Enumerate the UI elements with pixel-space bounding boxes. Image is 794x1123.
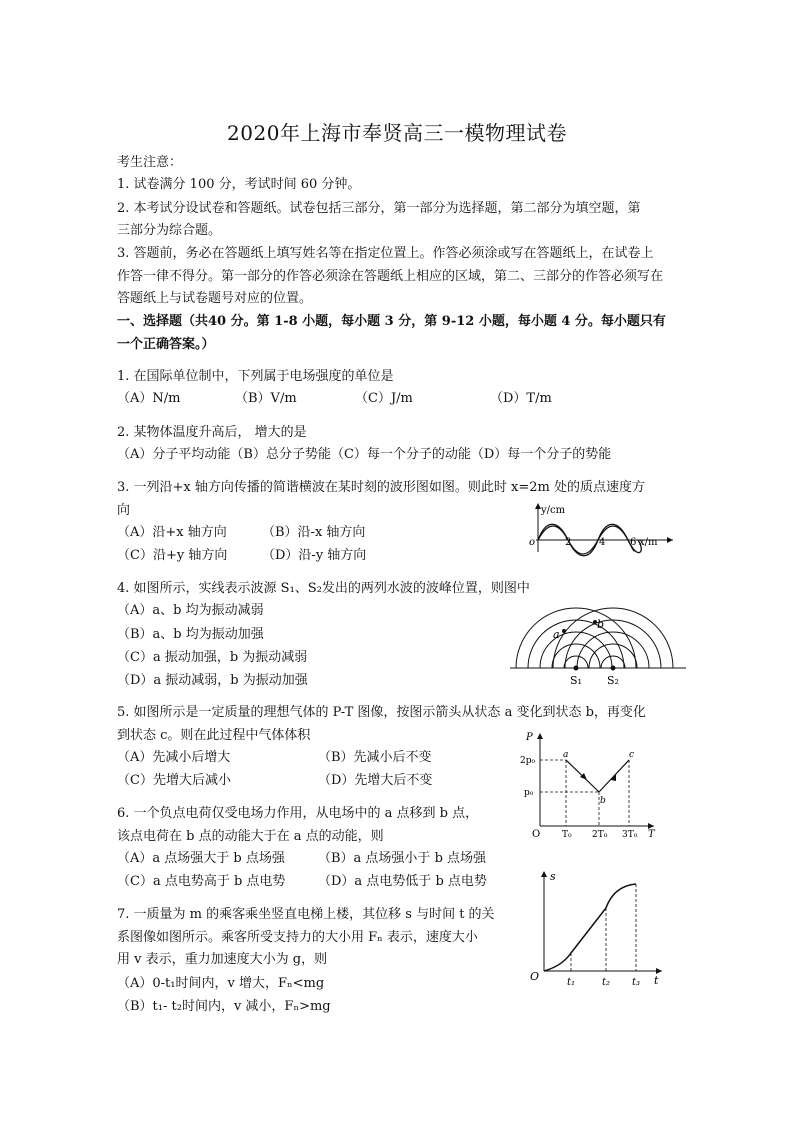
q3-fig-origin: o [529, 537, 536, 548]
q5-fig-T0: T₀ [562, 830, 572, 840]
q5-fig-label-b: b [600, 796, 606, 806]
q4-fig-point-a: a [553, 628, 560, 641]
q5-option-b: （B）先减小后不变 [318, 750, 432, 765]
q6-stem-1: 6. 一个负点电荷仅受电场力作用，从电场中的 a 点移到 b 点， [117, 806, 479, 821]
q4-option-a: （A）a、b 均为振动减弱 [117, 603, 264, 618]
q4-wave-interference-figure [508, 600, 688, 690]
q2-options: （A）分子平均动能（B）总分子势能（C）每一个分子的动能（D）每一个分子的势能 [117, 447, 612, 462]
q3-stem-1: 3. 一列沿+x 轴方向传播的简谐横波在某时刻的波形图如图。则此时 x=2m 处的质点速度方 [117, 480, 645, 495]
q3-fig-tick-4: 4 [599, 537, 606, 548]
q4-fig-s1: S₁ [570, 674, 582, 687]
q3-option-a: （A）沿+x 轴方向 [117, 525, 227, 540]
q7-option-a: （A）0-t₁时间内，v 增大，Fₙ<mg [117, 976, 325, 991]
q7-option-b: （B）t₁- t₂时间内，v 减小，Fₙ>mg [117, 999, 331, 1014]
q5-pt-graph [520, 730, 660, 840]
q4-option-d: （D）a 振动减弱，b 为振动加强 [117, 673, 308, 688]
q3-fig-ylabel: y/cm [541, 505, 566, 516]
q7-fig-t2: t₂ [602, 977, 611, 988]
q7-fig-origin: O [530, 970, 540, 983]
q6-option-d: （D）a 点电势低于 b 点电势 [318, 874, 487, 889]
q1-stem: 1. 在国际单位制中，下列属于电场强度的单位是 [117, 369, 394, 384]
note-2b: 三部分为综合题。 [117, 223, 222, 238]
q4-fig-s2: S₂ [607, 674, 619, 687]
q6-option-a: （A）a 点场强大于 b 点场强 [117, 851, 285, 866]
q5-fig-yaxis: P [526, 732, 533, 743]
q3-option-d: （D）沿-y 轴方向 [262, 548, 367, 563]
q1-option-b: （B）V/m [235, 391, 297, 406]
q7-stem-1: 7. 一质量为 m 的乘客乘坐竖直电梯上楼，其位移 s 与时间 t 的关 [117, 907, 495, 922]
q7-fig-yaxis: s [550, 870, 556, 883]
q7-stem-3: 用 v 表示，重力加速度大小为 g，则 [117, 952, 328, 967]
q3-wave-figure [528, 502, 678, 554]
q5-fig-3T0: 3T₀ [622, 830, 638, 840]
q3-fig-tick-2: 2 [565, 537, 572, 548]
q6-option-b: （B）a 点场强小于 b 点场强 [318, 851, 487, 866]
q7-st-graph [524, 868, 669, 993]
q5-stem-1: 5. 如图所示是一定质量的理想气体的 P-T 图像，按图示箭头从状态 a 变化到状态 b，再变化 [117, 705, 646, 720]
note-3c: 答题纸上与试卷题号对应的位置。 [117, 291, 313, 306]
q3-option-c: （C）沿+y 轴方向 [117, 548, 228, 563]
q5-stem-2: 到状态 c。则在此过程中气体体积 [117, 728, 311, 743]
section1-line1: 一、选择题（共40 分。第 1-8 小题，每小题 3 分，第 9-12 小题，每小题 4 分。每小题只有 [117, 314, 666, 329]
notes-heading: 考生注意： [117, 155, 183, 170]
q5-fig-p0: p₀ [524, 788, 534, 798]
q7-fig-t3: t₃ [632, 977, 641, 988]
q5-option-d: （D）先增大后不变 [318, 773, 433, 788]
note-3a: 3. 答题前，务必在答题纸上填写姓名等在指定位置上。作答必须涂或写在答题纸上，在试卷上 [117, 246, 654, 261]
q3-stem-2: 向 [117, 503, 131, 518]
q1-option-d: （D）T/m [490, 391, 552, 406]
q5-fig-label-c: c [629, 750, 635, 760]
q3-fig-tick-6: 6 [630, 537, 637, 548]
q7-fig-t1: t₁ [567, 977, 576, 988]
q5-fig-xaxis: T [648, 829, 655, 840]
q4-fig-point-b: b [597, 618, 605, 631]
q5-fig-origin: O [532, 829, 541, 840]
q4-option-c: （C）a 振动加强，b 为振动减弱 [117, 650, 308, 665]
q7-stem-2: 系图像如图所示。乘客所受支持力的大小用 Fₙ 表示，速度大小 [117, 930, 478, 945]
q5-option-c: （C）先增大后减小 [117, 773, 231, 788]
q2-stem: 2. 某物体温度升高后， 增大的是 [117, 425, 307, 440]
q5-option-a: （A）先减小后增大 [117, 750, 231, 765]
q5-fig-2p0: 2p₀ [520, 756, 536, 766]
page-title: 2020年上海市奉贤高三一模物理试卷 [227, 121, 567, 145]
q1-option-a: （A）N/m [117, 391, 181, 406]
q6-stem-2: 该点电荷在 b 点的动能大于在 a 点的动能，则 [117, 829, 384, 844]
q6-option-c: （C）a 点电势高于 b 点电势 [117, 874, 286, 889]
q5-fig-label-a: a [563, 750, 569, 760]
q4-option-b: （B）a、b 均为振动加强 [117, 627, 264, 642]
q1-option-c: （C）J/m [355, 391, 413, 406]
note-1: 1. 试卷满分 100 分，考试时间 60 分钟。 [117, 177, 361, 192]
q4-stem: 4. 如图所示，实线表示波源 S₁、S₂发出的两列水波的波峰位置，则图中 [117, 581, 530, 596]
q3-fig-xlabel: x/m [639, 537, 658, 548]
note-3b: 作答一律不得分。第一部分的作答必须涂在答题纸上相应的区域，第二、三部分的作答必须写在 [117, 269, 664, 284]
section1-line2: 一个正确答案。） [117, 337, 215, 352]
note-2a: 2. 本考试分设试卷和答题纸。试卷包括三部分，第一部分为选择题，第二部分为填空题，第 [117, 201, 641, 216]
q7-fig-xaxis: t [654, 974, 659, 987]
q3-option-b: （B）沿-x 轴方向 [262, 525, 366, 540]
q5-fig-2T0: 2T₀ [592, 830, 608, 840]
